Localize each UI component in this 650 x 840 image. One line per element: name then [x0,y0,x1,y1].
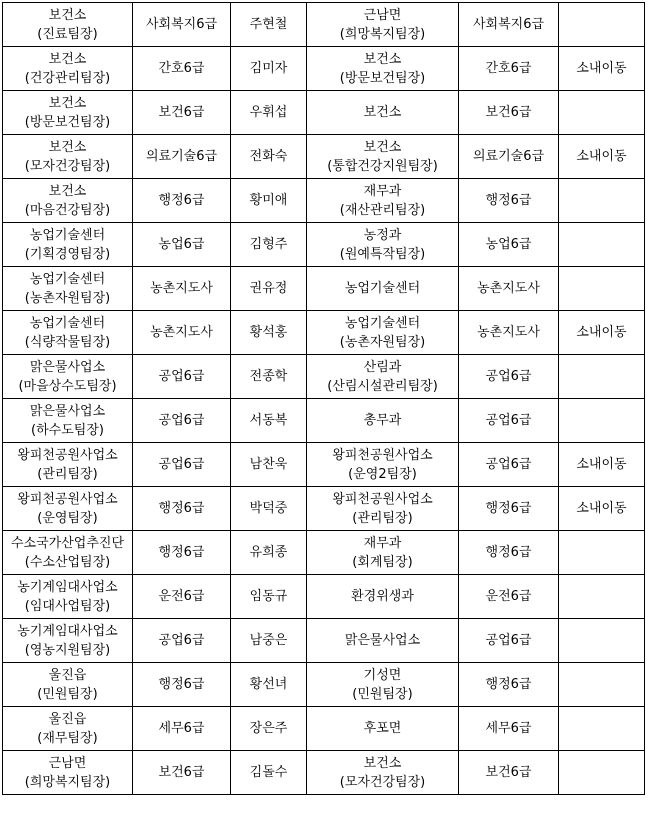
to-position-cell [307,223,459,267]
to-position-cell-org: 후포면 [363,721,402,736]
to-position-cell-org: 농정과 [363,227,402,243]
name-cell: 권유정 [231,267,307,311]
to-position-cell-org: 보건소 [363,51,402,67]
from-position-cell-org: 맑은물사업소 [29,359,106,375]
note-cell [559,531,645,575]
from-position-cell-org: 농업기술센터 [29,315,106,331]
to-position-cell-org: 왕피천공원사업소 [332,491,433,507]
from-grade-cell: 간호6급 [133,47,231,91]
to-position-cell [307,355,459,399]
to-position-cell-org: 총무과 [363,413,402,428]
to-position-cell-team: (모자건강팀장) [339,774,426,790]
name-cell: 황석홍 [231,311,307,355]
from-position-cell-team: (하수도팀장) [31,422,104,438]
from-position-cell-team: (희망복지팀장) [24,774,111,790]
from-grade-cell: 농업6급 [133,223,231,267]
to-position-cell-team: (회계팀장) [352,554,413,570]
to-grade-cell: 공업6급 [459,619,559,663]
note-cell [559,223,645,267]
to-position-cell-org: 기성면 [363,667,402,683]
table-row [3,47,645,91]
note-cell [559,575,645,619]
to-position-cell [307,311,459,355]
note-cell [559,91,645,135]
from-grade-cell: 농촌지도사 [133,267,231,311]
from-position-cell-team: (운영팀장) [37,510,98,526]
to-position-cell-org: 재무과 [363,535,402,551]
to-position-cell-org: 농업기술센터 [344,315,421,331]
table-body [3,3,645,795]
to-position-cell [307,707,459,751]
from-position-cell [3,267,133,311]
to-position-cell-team: (관리팀장) [352,510,413,526]
from-grade-cell: 사회복지6급 [133,3,231,47]
note-cell [559,663,645,707]
table-row [3,751,645,795]
to-grade-cell: 의료기술6급 [459,135,559,179]
from-position-cell [3,619,133,663]
note-cell: 소내이동 [559,443,645,487]
to-position-cell [307,531,459,575]
note-cell [559,179,645,223]
to-grade-cell: 보건6급 [459,751,559,795]
table-row [3,663,645,707]
table-row [3,267,645,311]
name-cell: 주현철 [231,3,307,47]
to-position-cell-org: 보건소 [363,755,402,771]
to-position-cell [307,267,459,311]
table-row [3,355,645,399]
name-cell: 황미애 [231,179,307,223]
to-grade-cell: 사회복지6급 [459,3,559,47]
from-position-cell [3,47,133,91]
from-position-cell-team: (임대사업팀장) [24,598,111,614]
note-cell: 소내이동 [559,487,645,531]
table-row [3,707,645,751]
from-position-cell-org: 보건소 [48,7,87,23]
from-position-cell-org: 보건소 [48,139,87,155]
note-cell: 소내이동 [559,47,645,91]
from-position-cell-team: (마을상수도팀장) [18,378,117,394]
table-row [3,487,645,531]
name-cell: 김돌수 [231,751,307,795]
to-grade-cell: 행정6급 [459,487,559,531]
note-cell [559,751,645,795]
from-position-cell-org: 울진읍 [48,711,87,727]
from-position-cell-org: 근남면 [48,755,87,771]
note-cell: 소내이동 [559,311,645,355]
personnel-transfer-table [2,2,645,795]
name-cell: 김형주 [231,223,307,267]
to-grade-cell: 공업6급 [459,399,559,443]
from-position-cell-org: 수소국가산업추진단 [10,535,125,551]
name-cell: 서동복 [231,399,307,443]
note-cell [559,399,645,443]
to-position-cell-team: (방문보건팀장) [339,70,426,86]
from-position-cell [3,3,133,47]
from-position-cell-team: (민원팀장) [37,686,98,702]
to-position-cell-org: 환경위생과 [351,589,414,604]
from-position-cell-team: (건강관리팀장) [24,70,111,86]
to-position-cell-team: (민원팀장) [352,686,413,702]
from-position-cell-org: 농기계임대사업소 [17,623,118,639]
from-grade-cell: 의료기술6급 [133,135,231,179]
to-position-cell [307,619,459,663]
name-cell: 박덕중 [231,487,307,531]
to-position-cell-org: 근남면 [363,7,402,23]
to-position-cell-team: (농촌자원팀장) [339,334,426,350]
from-position-cell-org: 보건소 [48,183,87,199]
name-cell: 남중은 [231,619,307,663]
from-grade-cell: 보건6급 [133,751,231,795]
to-position-cell [307,3,459,47]
to-position-cell-org: 산림과 [363,359,402,375]
from-grade-cell: 농촌지도사 [133,311,231,355]
to-position-cell [307,399,459,443]
from-grade-cell: 운전6급 [133,575,231,619]
name-cell: 유희종 [231,531,307,575]
from-position-cell-org: 맑은물사업소 [29,403,106,419]
to-position-cell [307,663,459,707]
to-grade-cell: 운전6급 [459,575,559,619]
from-position-cell [3,751,133,795]
from-position-cell-org: 울진읍 [48,667,87,683]
from-grade-cell: 행정6급 [133,531,231,575]
table-row [3,531,645,575]
to-grade-cell: 농촌지도사 [459,311,559,355]
from-position-cell [3,91,133,135]
note-cell [559,707,645,751]
to-position-cell [307,751,459,795]
table-row [3,575,645,619]
from-grade-cell: 공업6급 [133,619,231,663]
note-cell [559,619,645,663]
table-row [3,619,645,663]
from-position-cell-org: 농기계임대사업소 [17,579,118,595]
note-cell: 소내이동 [559,135,645,179]
to-grade-cell: 행정6급 [459,663,559,707]
from-grade-cell: 행정6급 [133,487,231,531]
from-grade-cell: 공업6급 [133,399,231,443]
to-position-cell-org: 왕피천공원사업소 [332,447,433,463]
from-grade-cell: 보건6급 [133,91,231,135]
from-position-cell-team: (영농지원팀장) [24,642,111,658]
from-grade-cell: 공업6급 [133,355,231,399]
to-position-cell-org: 재무과 [363,183,402,199]
from-position-cell-team: (기획경영팀장) [24,246,111,262]
from-position-cell-org: 보건소 [48,95,87,111]
to-position-cell-org: 보건소 [363,105,402,120]
from-position-cell-team: (진료팀장) [37,26,98,42]
from-position-cell-team: (모자건강팀장) [24,158,111,174]
to-position-cell [307,91,459,135]
from-position-cell [3,355,133,399]
name-cell: 우휘섭 [231,91,307,135]
to-position-cell-team: (재산관리팀장) [339,202,426,218]
to-position-cell [307,179,459,223]
to-grade-cell: 농촌지도사 [459,267,559,311]
from-position-cell-org: 보건소 [48,51,87,67]
from-position-cell-org: 농업기술센터 [29,271,106,287]
table-row [3,179,645,223]
to-position-cell-org: 농업기술센터 [344,281,421,296]
to-grade-cell: 공업6급 [459,355,559,399]
from-position-cell [3,399,133,443]
to-position-cell-org: 보건소 [363,139,402,155]
table-row [3,223,645,267]
to-grade-cell: 세무6급 [459,707,559,751]
name-cell: 남찬욱 [231,443,307,487]
name-cell: 전종학 [231,355,307,399]
from-position-cell [3,179,133,223]
to-position-cell-org: 맑은물사업소 [344,633,421,648]
name-cell: 장은주 [231,707,307,751]
name-cell: 전화숙 [231,135,307,179]
to-position-cell [307,575,459,619]
to-grade-cell: 농업6급 [459,223,559,267]
name-cell: 임동규 [231,575,307,619]
from-grade-cell: 공업6급 [133,443,231,487]
note-cell [559,3,645,47]
to-position-cell-team: (원예특작팀장) [339,246,426,262]
to-position-cell-team: (산림시설관리팀장) [327,378,438,394]
from-position-cell-team: (관리팀장) [37,466,98,482]
name-cell: 김미자 [231,47,307,91]
from-position-cell [3,311,133,355]
name-cell: 황선녀 [231,663,307,707]
from-position-cell-team: (마음건강팀장) [24,202,111,218]
table-row [3,3,645,47]
from-position-cell [3,575,133,619]
from-position-cell-team: (방문보건팀장) [24,114,111,130]
table-row [3,399,645,443]
table-row [3,311,645,355]
from-position-cell [3,531,133,575]
from-position-cell [3,223,133,267]
to-position-cell-team: (운영2팀장) [348,466,417,482]
from-grade-cell: 행정6급 [133,179,231,223]
from-position-cell-org: 왕피천공원사업소 [17,447,118,463]
from-position-cell-team: (식량작물팀장) [24,334,111,350]
note-cell [559,355,645,399]
to-grade-cell: 행정6급 [459,531,559,575]
to-grade-cell: 행정6급 [459,179,559,223]
from-position-cell [3,487,133,531]
to-position-cell [307,135,459,179]
from-position-cell-team: (농촌자원팀장) [24,290,111,306]
to-position-cell [307,487,459,531]
from-position-cell [3,663,133,707]
from-position-cell [3,135,133,179]
table-row [3,135,645,179]
to-grade-cell: 보건6급 [459,91,559,135]
to-position-cell [307,443,459,487]
from-position-cell-team: (수소산업팀장) [24,554,111,570]
from-position-cell-org: 농업기술센터 [29,227,106,243]
to-position-cell-team: (통합건강지원팀장) [327,158,438,174]
from-position-cell [3,707,133,751]
table-row [3,443,645,487]
note-cell [559,267,645,311]
to-position-cell [307,47,459,91]
from-grade-cell: 행정6급 [133,663,231,707]
to-position-cell-team: (희망복지팀장) [339,26,426,42]
table-row [3,91,645,135]
to-grade-cell: 공업6급 [459,443,559,487]
from-position-cell [3,443,133,487]
from-position-cell-team: (재무팀장) [37,730,98,746]
from-grade-cell: 세무6급 [133,707,231,751]
from-position-cell-org: 왕피천공원사업소 [17,491,118,507]
to-grade-cell: 간호6급 [459,47,559,91]
